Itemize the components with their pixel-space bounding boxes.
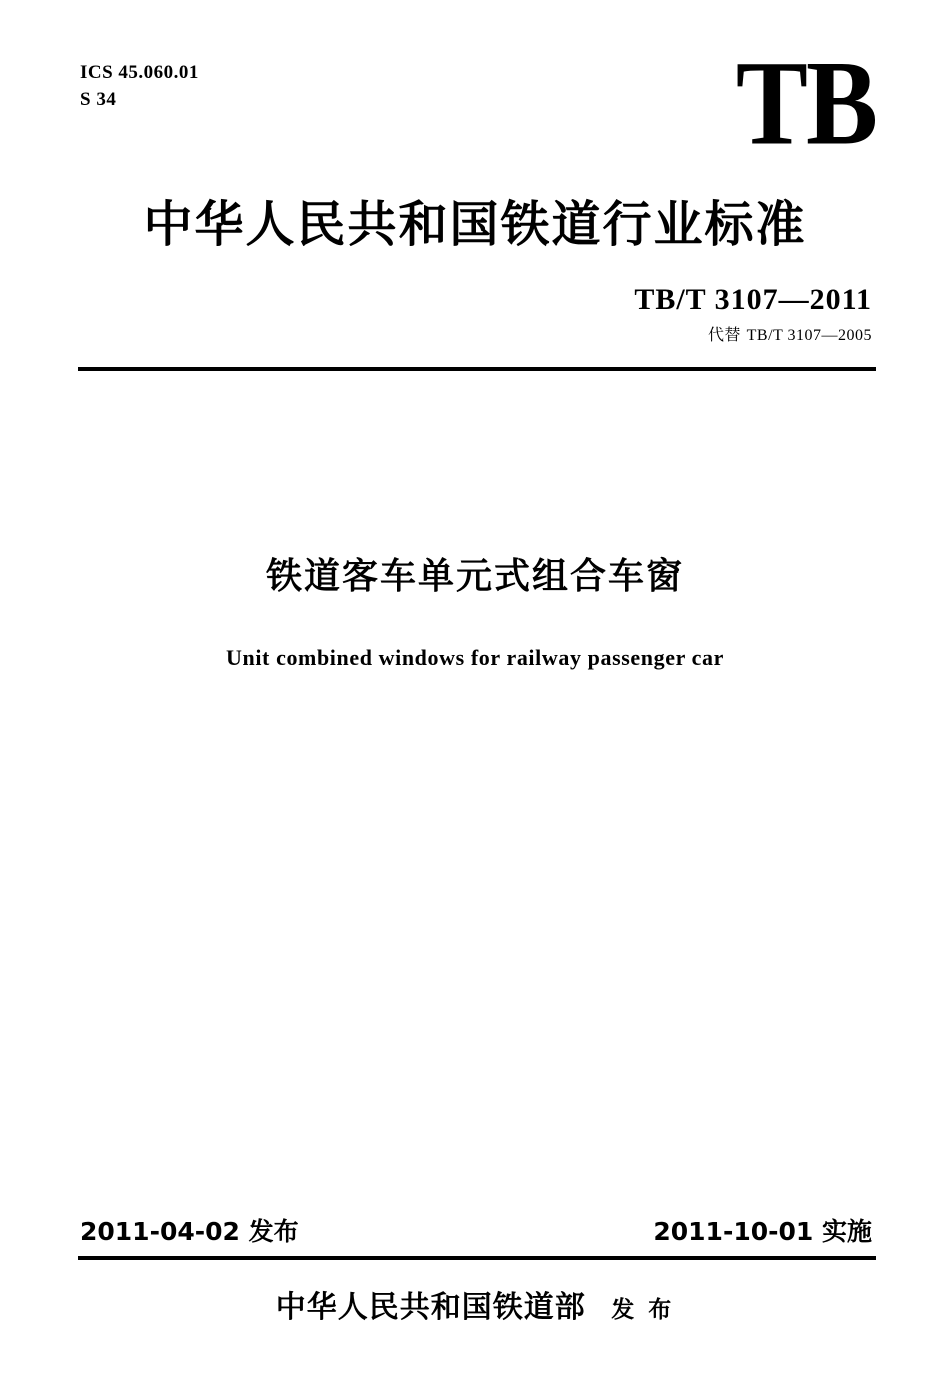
- subject-title-en: Unit combined windows for railway passenger car: [226, 645, 724, 670]
- tb-logo: TB: [735, 37, 876, 171]
- issue-date: 2011-04-02 发布: [80, 1217, 299, 1246]
- page-title: 中华人民共和国铁道行业标准: [143, 196, 807, 253]
- replaces-note: [708, 322, 872, 345]
- classification-code: S 34: [80, 88, 117, 110]
- issuing-authority: [0, 1282, 950, 1326]
- replaces-label: 代替: [708, 325, 742, 344]
- standard-number: TB/T 3107—2011: [634, 283, 872, 316]
- subject-title-cn: 铁道客车单元式组合车窗: [265, 556, 684, 597]
- footer-divider: [78, 1256, 876, 1260]
- implementation-date: 2011-10-01 实施: [653, 1217, 872, 1246]
- issuer-verb: 发 布: [611, 1297, 675, 1323]
- ics-code: ICS 45.060.01: [80, 62, 199, 83]
- issuer-name: 中华人民共和国铁道部: [275, 1290, 586, 1325]
- header-divider: [78, 367, 876, 371]
- ics-classification-block: [80, 60, 199, 112]
- replaces-code: TB/T 3107—2005: [746, 327, 872, 344]
